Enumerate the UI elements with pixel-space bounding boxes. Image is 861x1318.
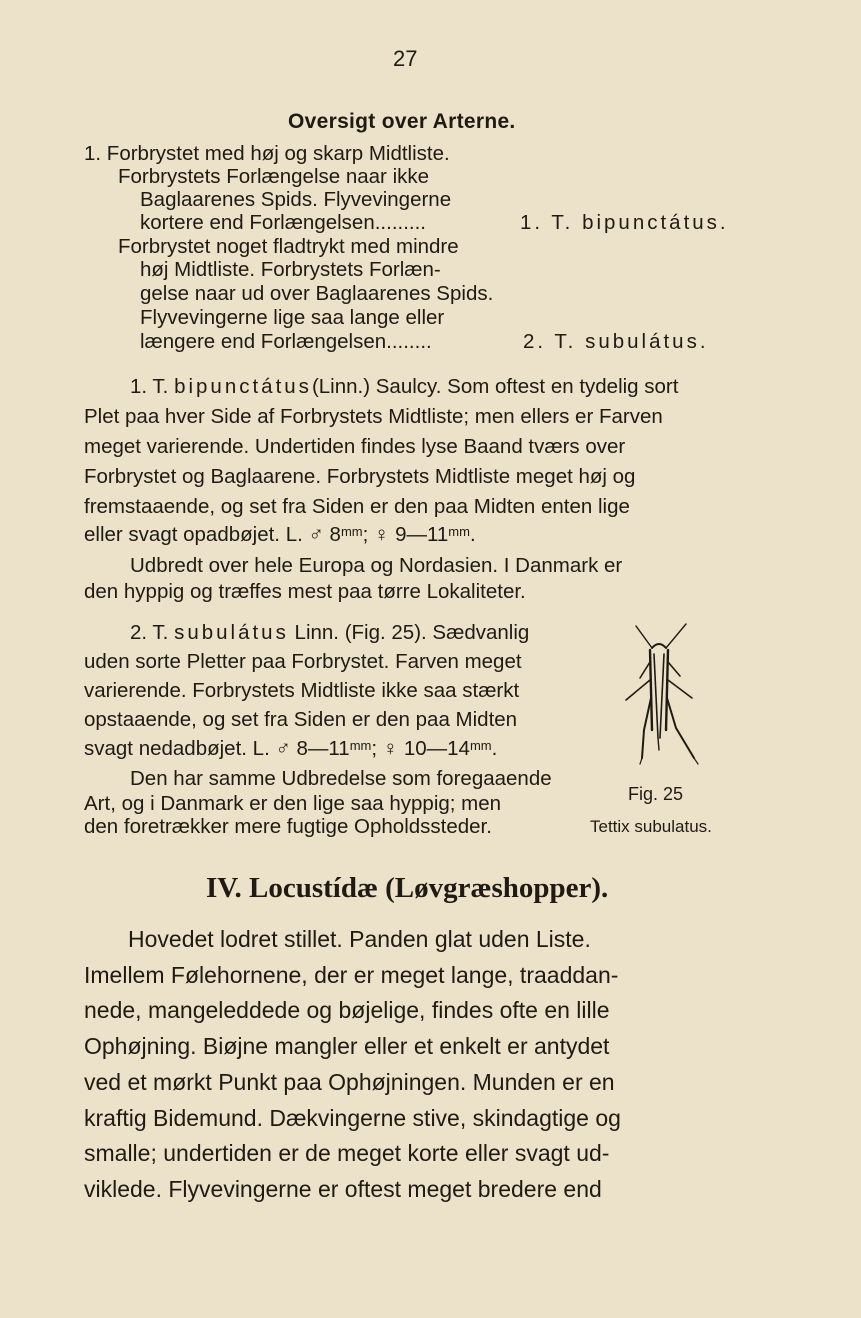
section-line-3: nede, mangeleddede og bøjelige, findes ofte en lille <box>84 997 610 1023</box>
species-2-line-3: varierende. Forbrystets Midtliste ikke saa stærkt <box>84 679 520 702</box>
species-2-line-6: Den har samme Udbredelse som foregaaende <box>130 767 552 790</box>
species-2-line-7: Art, og i Danmark er den lige saa hyppig; men <box>84 792 502 815</box>
section-title: IV. Locustídæ (Løvgræshopper). <box>206 872 609 904</box>
species-1-line-7: Udbredt over hele Europa og Nordasien. I Danmark er <box>130 554 623 577</box>
species-1-number: 1. T. <box>130 375 169 398</box>
species-2-line-2: uden sorte Pletter paa Forbrystet. Farven meget <box>84 650 522 673</box>
species-1-line-6: eller svagt opadbøjet. L. ♂ $8^{mm}$; ♀ $9—11^{mm}$. <box>84 523 476 546</box>
species-2-name: subulátus <box>174 621 289 644</box>
section-line-8: viklede. Flyvevingerne er oftest meget bredere end <box>84 1176 602 1202</box>
species-1-name: bipunctátus <box>174 375 312 398</box>
species-2-author: Linn. (Fig. 25). Sædvanlig <box>294 621 530 644</box>
key-line-1: 1. Forbrystet med høj og skarp Midtliste. <box>84 142 450 165</box>
key-line-4: kortere end Forlængelsen......... <box>140 211 426 234</box>
section-line-2: Imellem Følehornene, der er meget lange, traaddan- <box>84 962 619 988</box>
key-line-8: Flyvevingerne lige saa lange eller <box>140 306 445 329</box>
key-line-7: gelse naar ud over Baglaarenes Spids. <box>140 282 494 305</box>
figure-caption: Tettix subulatus. <box>590 817 712 836</box>
key-heading: Oversigt over Arterne. <box>288 110 516 133</box>
key-line-2: Forbrystets Forlængelse naar ikke <box>118 165 430 188</box>
key-line-5: Forbrystet noget fladtrykt med mindre <box>118 235 459 258</box>
species-1-line-3: meget varierende. Undertiden findes lyse Baand tværs over <box>84 435 626 458</box>
key-line-9: længere end Forlængelsen........ <box>140 330 432 353</box>
key-line-6: høj Midtliste. Forbrystets Forlæn- <box>140 258 441 281</box>
species-2-line-8: den foretrækker mere fugtige Opholdssteder. <box>84 815 492 838</box>
page-number: 27 <box>393 46 418 71</box>
species-1-author: (Linn.) Saulcy. Som oftest en tydelig sort <box>311 375 679 398</box>
species-2-line-1 <box>130 621 529 645</box>
key-line-3: Baglaarenes Spids. Flyvevingerne <box>140 188 452 211</box>
species-1-line-1 <box>130 375 678 399</box>
tettix-subulatus-figure <box>614 618 710 768</box>
section-line-5: ved et mørkt Punkt paa Ophøjningen. Munden er en <box>84 1069 615 1095</box>
species-2-line-4: opstaaende, og set fra Siden er den paa Midten <box>84 708 518 731</box>
species-2-line-5: svagt nedadbøjet. L. ♂ $8—11^{mm}$; ♀ $10—14^{mm}$. <box>84 737 498 760</box>
section-line-6: kraftig Bidemund. Dækvingerne stive, skindagtige og <box>84 1105 621 1131</box>
section-line-1: Hovedet lodret stillet. Panden glat uden Liste. <box>128 926 591 952</box>
species-1-line-8: den hyppig og træffes mest paa tørre Lokaliteter. <box>84 580 526 603</box>
figure-label: Fig. 25 <box>628 784 684 804</box>
key-result-1: 1. T. bipunctátus. <box>520 211 729 234</box>
species-1-line-4: Forbrystet og Baglaarene. Forbrystets Midtliste meget høj og <box>84 465 636 488</box>
section-line-4: Ophøjning. Biøjne mangler eller et enkelt er antydet <box>84 1033 610 1059</box>
species-1-line-2: Plet paa hver Side af Forbrystets Midtliste; men ellers er Farven <box>84 405 663 428</box>
section-line-7: smalle; undertiden er de meget korte eller svagt ud- <box>84 1140 610 1166</box>
species-2-number: 2. T. <box>130 621 169 644</box>
key-result-2: 2. T. subulátus. <box>523 330 709 353</box>
species-1-line-5: fremstaaende, og set fra Siden er den paa Midten enten lige <box>84 495 630 518</box>
